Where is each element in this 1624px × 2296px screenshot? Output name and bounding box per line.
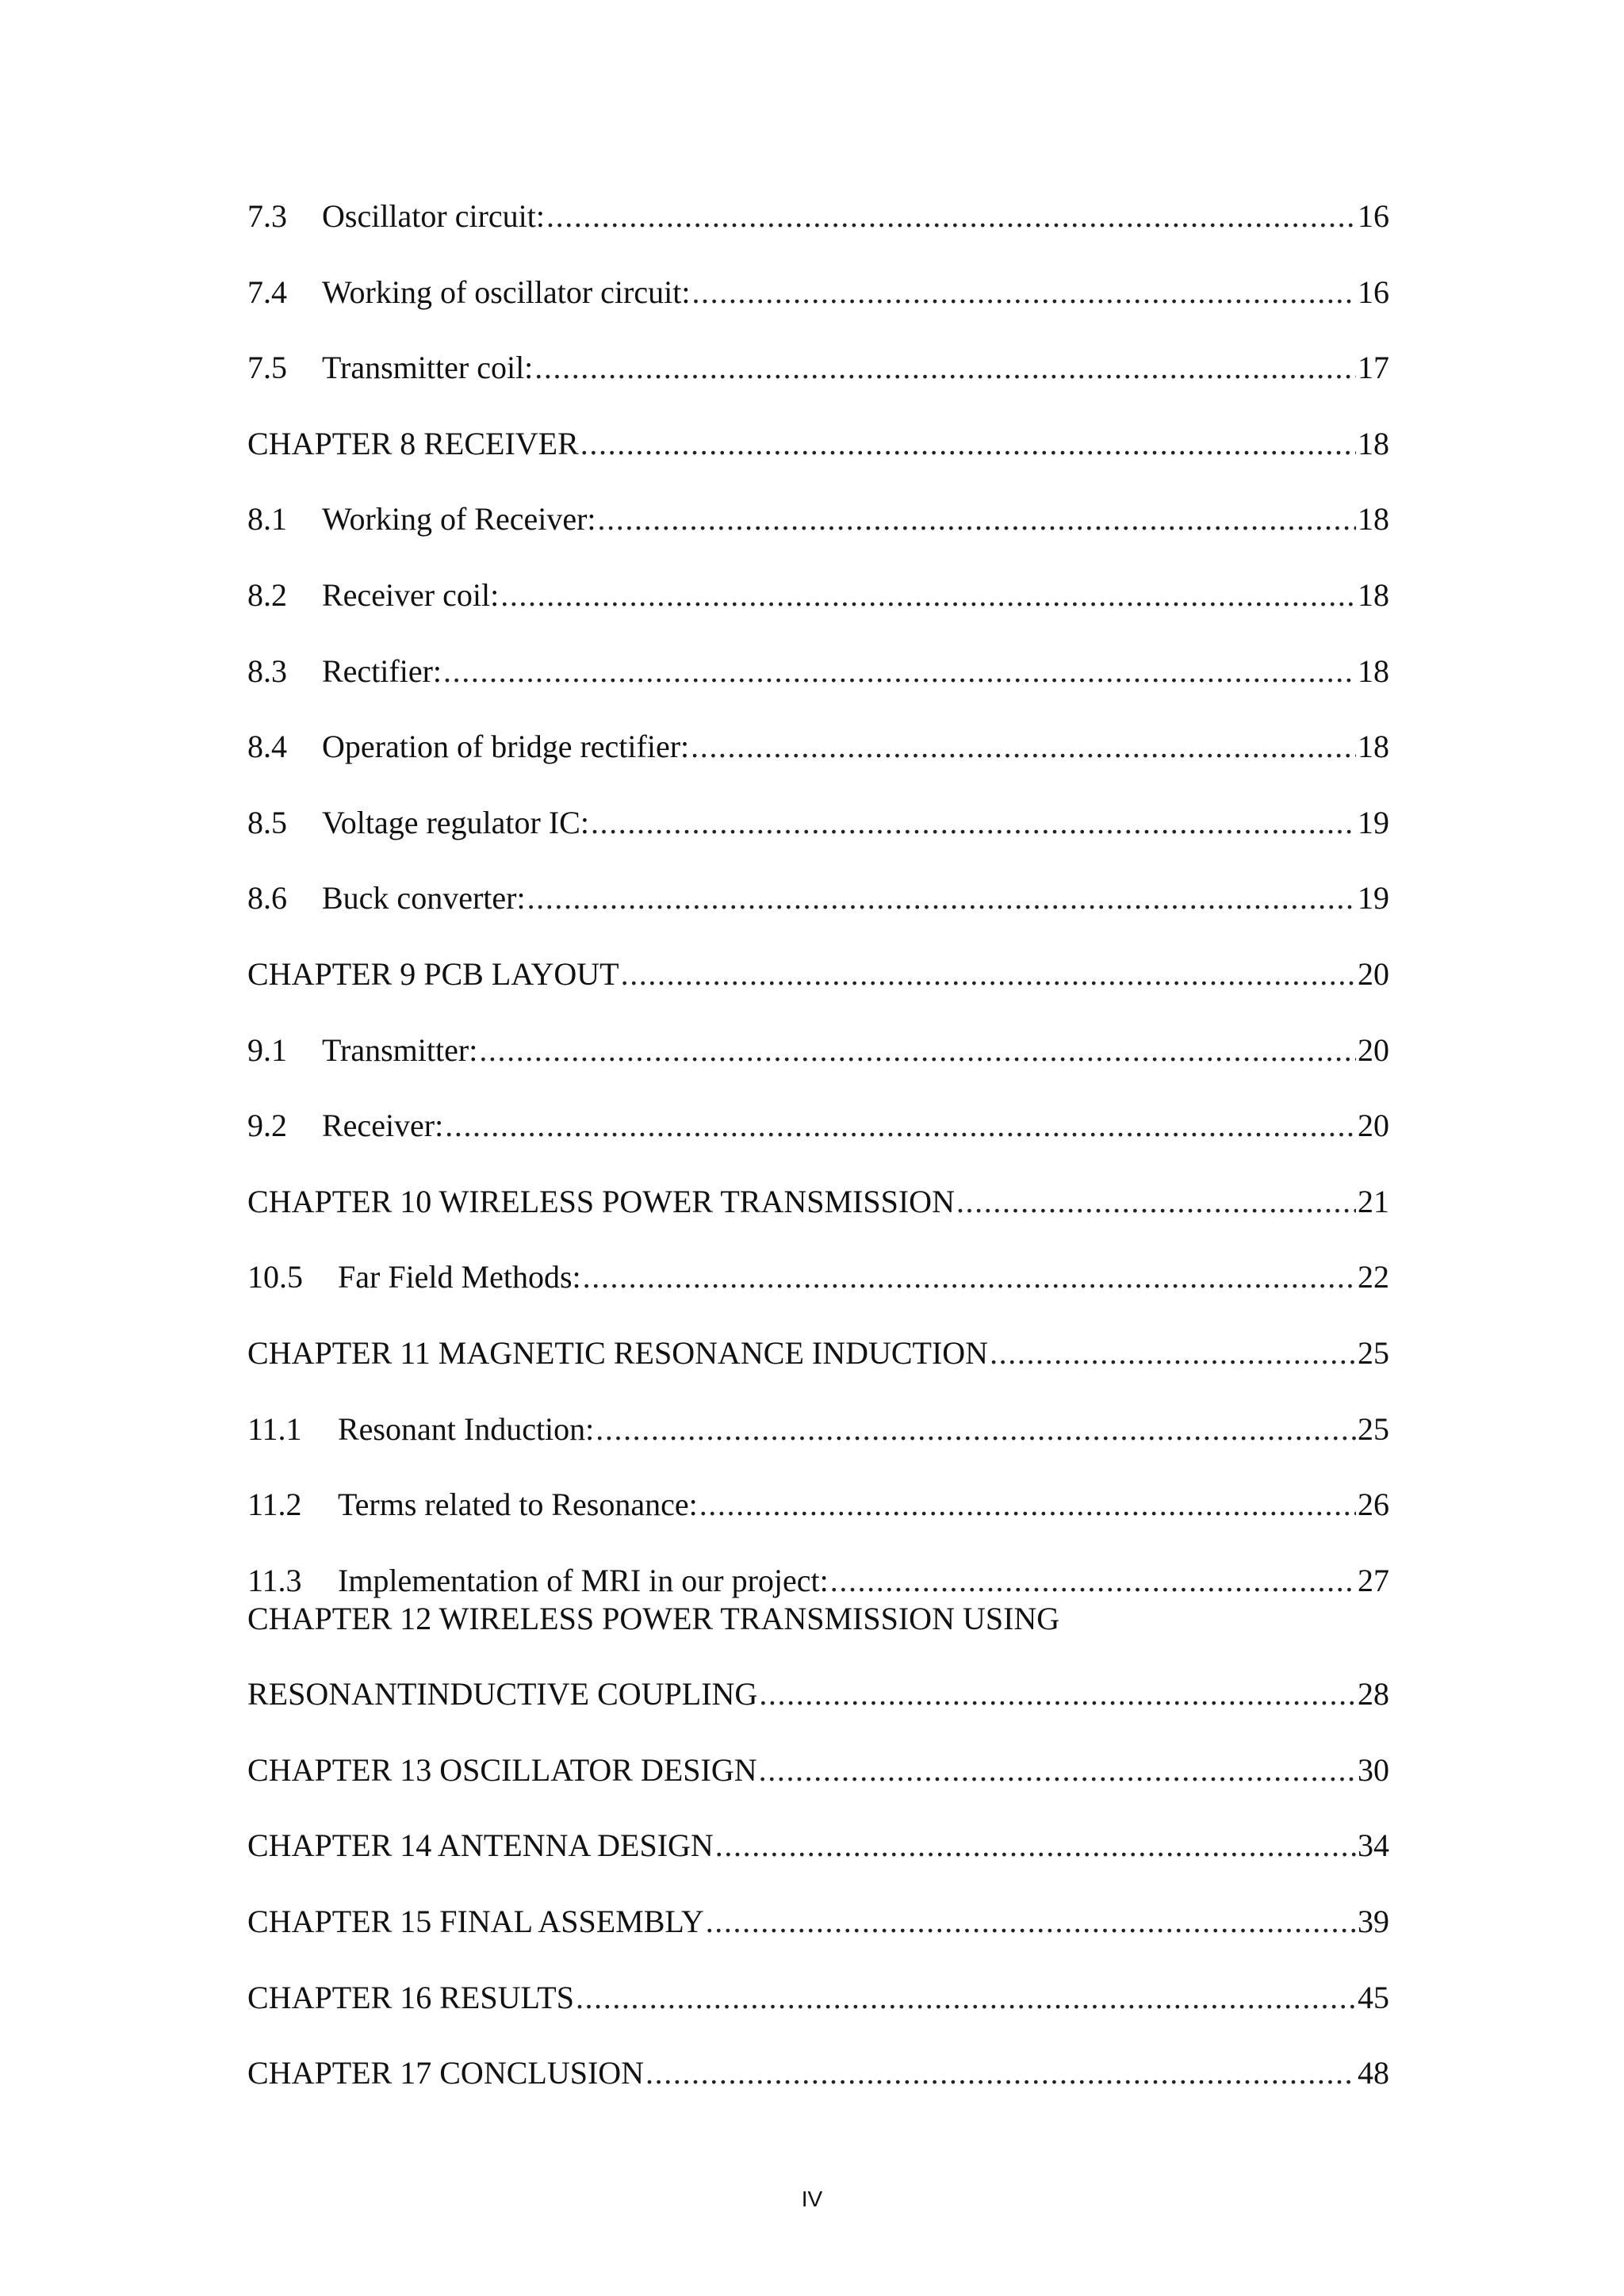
toc-section-entry[interactable]: [247, 192, 1389, 268]
toc-chapter-entry[interactable]: [247, 1897, 1389, 1973]
toc-dot-leader: [759, 1670, 1356, 1719]
toc-page-number: 45: [1358, 1979, 1389, 2015]
toc-section-entry[interactable]: [247, 343, 1389, 419]
toc-section-entry[interactable]: [247, 798, 1389, 874]
toc-entry-title: Buck converter:: [322, 880, 526, 916]
toc-entry-title: Receiver coil:: [322, 576, 500, 613]
toc-entry-title: CHAPTER 16 RESULTS: [247, 1979, 574, 2015]
toc-page-number: 27: [1358, 1562, 1389, 1598]
toc-entry-title: Working of oscillator circuit:: [322, 274, 691, 310]
toc-dot-leader: [445, 1101, 1356, 1150]
toc-dot-leader: [691, 722, 1356, 771]
toc-page-number: 20: [1358, 955, 1389, 992]
toc-entry-number: 8.4: [247, 729, 287, 765]
toc-page-number: 18: [1358, 425, 1389, 461]
toc-section-entry[interactable]: [247, 647, 1389, 723]
toc-entry-title: RESONANTINDUCTIVE COUPLING: [247, 1676, 758, 1712]
toc-section-entry[interactable]: [247, 268, 1389, 344]
toc-dot-leader: [598, 495, 1356, 544]
toc-entry-title: Operation of bridge rectifier:: [322, 729, 690, 765]
toc-dot-leader: [500, 571, 1356, 620]
toc-page-number: 39: [1358, 1904, 1389, 1940]
toc-chapter-entry[interactable]: [247, 419, 1389, 496]
toc-page-number: 16: [1358, 274, 1389, 310]
toc-entry-title: Receiver:: [322, 1108, 444, 1144]
toc-dot-leader: [706, 1897, 1356, 1946]
toc-page-number: 19: [1358, 804, 1389, 840]
toc-page-number: 21: [1358, 1183, 1389, 1219]
toc-dot-leader: [691, 268, 1356, 317]
toc-page-number: 25: [1358, 1334, 1389, 1371]
toc-entry-title: Resonant Induction:: [338, 1410, 595, 1447]
toc-entry-title: CHAPTER 9 PCB LAYOUT: [247, 955, 619, 992]
toc-entry-number: 11.1: [247, 1410, 302, 1447]
toc-chapter-entry[interactable]: [247, 1670, 1389, 1746]
toc-entry-number: 8.6: [247, 880, 287, 916]
toc-entry-title: CHAPTER 15 FINAL ASSEMBLY: [247, 1904, 704, 1940]
toc-section-entry[interactable]: [247, 722, 1389, 798]
toc-dot-leader: [621, 950, 1356, 999]
toc-entry-title: Terms related to Resonance:: [338, 1487, 698, 1523]
toc-page-number: 19: [1358, 880, 1389, 916]
toc-page-number: 20: [1358, 1108, 1389, 1144]
toc-dot-leader: [580, 419, 1356, 469]
toc-chapter-entry[interactable]: [247, 1177, 1389, 1253]
toc-entry-title: Far Field Methods:: [338, 1259, 581, 1295]
toc-page-number: 25: [1358, 1410, 1389, 1447]
toc-dot-leader: [576, 1973, 1356, 2022]
toc-chapter-entry[interactable]: [247, 1821, 1389, 1897]
toc-page-number: 18: [1358, 501, 1389, 538]
toc-entry-title: CHAPTER 11 MAGNETIC RESONANCE INDUCTION: [247, 1334, 989, 1371]
toc-entry-number: 7.5: [247, 350, 287, 386]
toc-section-entry[interactable]: [247, 571, 1389, 647]
toc-chapter-entry[interactable]: [247, 2049, 1389, 2125]
table-of-contents: [247, 192, 1389, 2125]
toc-entry-number: 11.2: [247, 1487, 302, 1523]
toc-entry-title: CHAPTER 10 WIRELESS POWER TRANSMISSION: [247, 1183, 955, 1219]
toc-entry-number: 7.4: [247, 274, 287, 310]
toc-section-entry[interactable]: [247, 1405, 1389, 1481]
toc-entry-title: Voltage regulator IC:: [322, 804, 589, 840]
toc-entry-number: 10.5: [247, 1259, 303, 1295]
toc-entry-title: CHAPTER 12 WIRELESS POWER TRANSMISSION USING: [247, 1600, 1060, 1636]
toc-section-entry[interactable]: [247, 1101, 1389, 1177]
toc-entry-title: CHAPTER 13 OSCILLATOR DESIGN: [247, 1751, 757, 1788]
toc-dot-leader: [591, 798, 1356, 848]
toc-chapter-entry[interactable]: [247, 1594, 1389, 1670]
toc-section-entry[interactable]: [247, 874, 1389, 950]
toc-section-entry[interactable]: [247, 1253, 1389, 1329]
page-number: IV: [801, 2187, 823, 2211]
toc-entry-title: CHAPTER 8 RECEIVER: [247, 425, 579, 461]
toc-section-entry[interactable]: [247, 1026, 1389, 1102]
toc-page-number: 18: [1358, 652, 1389, 689]
toc-dot-leader: [479, 1026, 1356, 1075]
toc-entry-title: Transmitter coil:: [322, 350, 534, 386]
toc-dot-leader: [596, 1405, 1356, 1454]
toc-chapter-entry[interactable]: [247, 950, 1389, 1026]
toc-entry-number: 8.2: [247, 576, 287, 613]
toc-dot-leader: [534, 343, 1356, 392]
toc-dot-leader: [956, 1177, 1356, 1226]
toc-dot-leader: [759, 1746, 1356, 1795]
toc-page-number: 26: [1358, 1487, 1389, 1523]
toc-dot-leader: [990, 1329, 1356, 1378]
toc-entry-number: 7.3: [247, 198, 287, 234]
toc-chapter-entry[interactable]: [247, 1329, 1389, 1405]
toc-entry-number: 11.3: [247, 1562, 302, 1598]
toc-page-number: 34: [1358, 1827, 1389, 1864]
toc-dot-leader: [699, 1480, 1356, 1529]
toc-chapter-entry[interactable]: [247, 1973, 1389, 2049]
toc-page-number: 20: [1358, 1031, 1389, 1068]
toc-entry-title: Working of Receiver:: [322, 501, 596, 538]
toc-section-entry[interactable]: [247, 1480, 1389, 1556]
toc-page-number: 22: [1358, 1259, 1389, 1295]
toc-section-entry[interactable]: [247, 1556, 1389, 1598]
toc-entry-title: Transmitter:: [322, 1031, 478, 1068]
toc-chapter-entry[interactable]: [247, 1746, 1389, 1822]
toc-entry-number: 8.1: [247, 501, 287, 538]
toc-dot-leader: [715, 1821, 1356, 1870]
toc-dot-leader: [546, 192, 1356, 241]
toc-page-number: 16: [1358, 198, 1389, 234]
toc-page-number: 30: [1358, 1751, 1389, 1788]
toc-page-number: 28: [1358, 1676, 1389, 1712]
toc-entry-number: 8.5: [247, 804, 287, 840]
toc-entry-title: Oscillator circuit:: [322, 198, 546, 234]
toc-dot-leader: [527, 874, 1356, 923]
toc-dot-leader: [583, 1253, 1356, 1302]
toc-entry-title: Rectifier:: [322, 652, 442, 689]
toc-entry-title: Implementation of MRI in our project:: [338, 1562, 829, 1598]
toc-section-entry[interactable]: [247, 495, 1389, 571]
toc-entry-number: 9.2: [247, 1108, 287, 1144]
toc-entry-title: CHAPTER 17 CONCLUSION: [247, 2055, 645, 2091]
toc-page-number: 17: [1358, 350, 1389, 386]
toc-entry-title: CHAPTER 14 ANTENNA DESIGN: [247, 1827, 714, 1864]
toc-page-number: 48: [1358, 2055, 1389, 2091]
toc-dot-leader: [645, 2049, 1356, 2098]
toc-page-number: 18: [1358, 729, 1389, 765]
toc-entry-number: 8.3: [247, 652, 287, 689]
toc-page-number: 18: [1358, 576, 1389, 613]
toc-entry-number: 9.1: [247, 1031, 287, 1068]
toc-dot-leader: [443, 647, 1356, 696]
